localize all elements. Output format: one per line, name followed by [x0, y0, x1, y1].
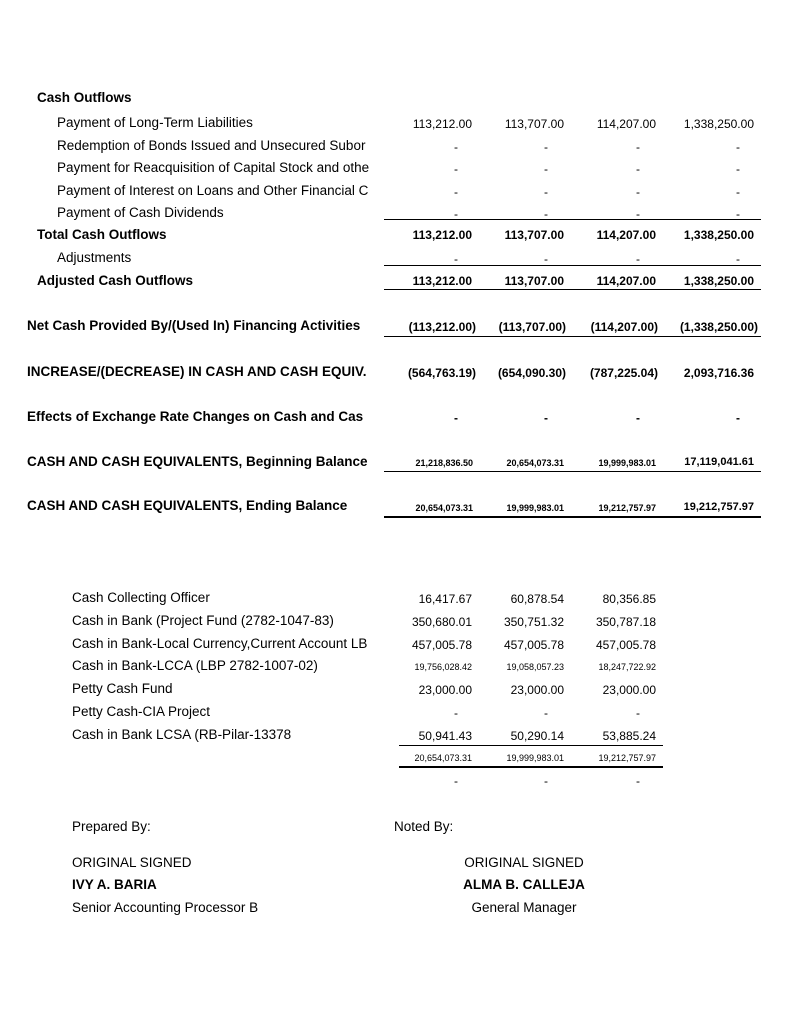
cell: 19,212,757.97 — [598, 503, 656, 513]
cell: - — [736, 140, 740, 154]
cell: - — [736, 207, 740, 221]
noted-name: ALMA B. CALLEJA — [463, 877, 585, 892]
cell: 19,212,757.97 — [598, 753, 656, 763]
rule-line — [384, 336, 761, 337]
cell: - — [736, 252, 740, 266]
rule-line — [384, 219, 761, 220]
prepared-by-label: Prepared By: — [72, 819, 151, 834]
cell: - — [544, 252, 548, 266]
noted-by-label: Noted By: — [394, 819, 454, 834]
cell: - — [636, 411, 640, 425]
cell: 1,338,250.00 — [683, 117, 754, 131]
cell: - — [544, 140, 548, 154]
adjustments-label: Adjustments — [57, 250, 132, 265]
rule-line — [399, 745, 663, 746]
cell: 350,787.18 — [595, 615, 656, 629]
total-cash-outflows-label: Total Cash Outflows — [37, 227, 167, 242]
cell: 53,885.24 — [602, 729, 656, 743]
cell: 113,707.00 — [504, 228, 564, 242]
cell: 23,000.00 — [602, 683, 656, 697]
cell: - — [454, 706, 458, 720]
increase-decrease-label: INCREASE/(DECREASE) IN CASH AND CASH EQUIV. — [27, 364, 367, 379]
cell: (1,338,250.00) — [679, 320, 758, 334]
cell: - — [544, 774, 548, 788]
cell: - — [544, 162, 548, 176]
cell: - — [736, 185, 740, 199]
row-label-cash-dividends: Payment of Cash Dividends — [57, 205, 224, 220]
breakdown-label: Cash Collecting Officer — [72, 590, 210, 605]
cell: 20,654,073.31 — [506, 458, 564, 468]
breakdown-label: Cash in Bank LCSA (RB-Pilar-13378 — [72, 727, 292, 742]
cell: - — [454, 252, 458, 266]
cell: - — [736, 411, 740, 425]
cell: - — [544, 411, 548, 425]
cell: 113,212.00 — [412, 274, 472, 288]
cell: 113,212.00 — [412, 228, 472, 242]
row-label-interest-on-loans: Payment of Interest on Loans and Other Financial C — [57, 183, 369, 198]
noted-title: General Manager — [471, 900, 577, 915]
cell: 114,207.00 — [596, 274, 656, 288]
cell: 19,756,028.42 — [414, 662, 472, 672]
cell: (114,207.00) — [590, 320, 658, 334]
row-label-reacquisition-capital-stock: Payment for Reacquisition of Capital Stock and othe — [57, 160, 370, 175]
breakdown-label: Cash in Bank-Local Currency,Current Account LB — [72, 636, 368, 651]
cell: - — [736, 162, 740, 176]
cell: 113,707.00 — [504, 274, 564, 288]
cell: - — [544, 207, 548, 221]
cell: 457,005.78 — [411, 638, 472, 652]
cell: (787,225.04) — [589, 366, 658, 380]
cell: 19,212,757.97 — [683, 501, 754, 513]
cell: (113,707.00) — [498, 320, 566, 334]
cell: (113,212.00) — [408, 320, 476, 334]
cell: 20,654,073.31 — [414, 753, 472, 763]
rule-line — [384, 265, 761, 266]
cell: - — [636, 140, 640, 154]
breakdown-label: Petty Cash-CIA Project — [72, 704, 211, 719]
cell: 20,654,073.31 — [415, 503, 473, 513]
section-header-cash-outflows: Cash Outflows — [37, 90, 132, 105]
cell: (654,090.30) — [497, 366, 566, 380]
exchange-rate-effects-label: Effects of Exchange Rate Changes on Cash and Cas — [27, 409, 364, 424]
rule-line — [384, 289, 761, 290]
cell: 350,680.01 — [411, 615, 472, 629]
cell: - — [454, 774, 458, 788]
cell: - — [636, 774, 640, 788]
rule-line — [384, 516, 761, 518]
net-financing-label: Net Cash Provided By/(Used In) Financing Activities — [27, 318, 361, 333]
cell: (564,763.19) — [407, 366, 476, 380]
noted-signed-status: ORIGINAL SIGNED — [464, 855, 584, 870]
row-label-long-term-liabilities: Payment of Long-Term Liabilities — [57, 115, 253, 130]
cell: 23,000.00 — [510, 683, 564, 697]
cell: 21,218,836.50 — [415, 458, 473, 468]
ending-balance-label: CASH AND CASH EQUIVALENTS, Ending Balance — [27, 498, 348, 513]
rule-line — [399, 766, 663, 768]
cell: - — [544, 706, 548, 720]
cell: - — [636, 162, 640, 176]
cell: 50,290.14 — [510, 729, 564, 743]
cell: 60,878.54 — [510, 592, 564, 606]
breakdown-label: Petty Cash Fund — [72, 681, 173, 696]
cell: - — [636, 185, 640, 199]
cell: 16,417.67 — [418, 592, 472, 606]
cell: 457,005.78 — [595, 638, 656, 652]
cell: 23,000.00 — [418, 683, 472, 697]
cell: 2,093,716.36 — [683, 366, 754, 380]
cell: 18,247,722.92 — [598, 662, 656, 672]
cell: - — [636, 706, 640, 720]
cell: 113,707.00 — [504, 117, 564, 131]
cell: - — [454, 140, 458, 154]
cell: 114,207.00 — [596, 117, 656, 131]
cell: 17,119,041.61 — [684, 456, 754, 468]
cell: - — [454, 162, 458, 176]
cell: 19,999,983.01 — [506, 753, 564, 763]
rule-line — [384, 471, 761, 472]
cell: - — [544, 185, 548, 199]
prepared-title: Senior Accounting Processor B — [72, 900, 259, 915]
cell: 457,005.78 — [503, 638, 564, 652]
cell: 1,338,250.00 — [683, 274, 754, 288]
cell: - — [636, 252, 640, 266]
cell: 113,212.00 — [412, 117, 472, 131]
breakdown-label: Cash in Bank-LCCA (LBP 2782-1007-02) — [72, 658, 318, 673]
beginning-balance-label: CASH AND CASH EQUIVALENTS, Beginning Balance — [27, 454, 368, 469]
adjusted-cash-outflows-label: Adjusted Cash Outflows — [37, 273, 194, 288]
cell: - — [454, 185, 458, 199]
cell: - — [636, 207, 640, 221]
prepared-name: IVY A. BARIA — [72, 877, 157, 892]
cell: 1,338,250.00 — [683, 228, 754, 242]
cell: 114,207.00 — [596, 228, 656, 242]
cell: 19,058,057.23 — [506, 662, 564, 672]
cell: 19,999,983.01 — [506, 503, 564, 513]
cell: 19,999,983.01 — [598, 458, 656, 468]
cell: 80,356.85 — [602, 592, 656, 606]
cell: 350,751.32 — [503, 615, 564, 629]
cell: 50,941.43 — [418, 729, 472, 743]
breakdown-label: Cash in Bank (Project Fund (2782-1047-83) — [72, 613, 334, 628]
cell: - — [454, 411, 458, 425]
prepared-signed-status: ORIGINAL SIGNED — [72, 855, 192, 870]
row-label-redemption-of-bonds: Redemption of Bonds Issued and Unsecured Subor — [57, 138, 366, 153]
cell: - — [454, 207, 458, 221]
